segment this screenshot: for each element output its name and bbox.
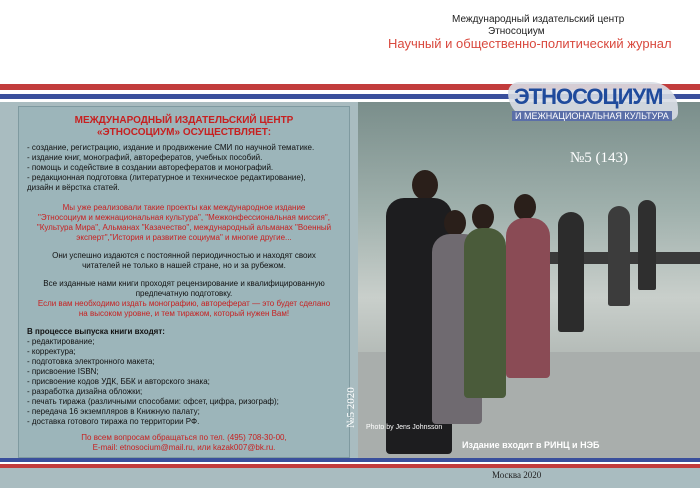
contact-phone: По всем вопросам обращаться по тел. (495) 708-30-00,	[81, 433, 287, 442]
issue-number: №5 (143)	[570, 150, 629, 166]
process-title: В процессе выпуска книги входят:	[27, 327, 165, 336]
city-year: Москва 2020	[492, 470, 542, 480]
projects-line: "Культура Мира", Альманах "Казачество", международный альманах "Военный	[36, 223, 332, 232]
process-item: - корректура;	[27, 347, 76, 356]
photo-person	[558, 212, 584, 332]
projects-line: Мы уже реализовали такие проекты как международное издание	[62, 203, 306, 212]
journal-description: Научный и общественно-политический журнал	[388, 36, 672, 51]
process-block	[19, 327, 345, 427]
logo-subtitle: И МЕЖНАЦИОНАЛЬНАЯ КУЛЬТУРА	[512, 111, 672, 121]
photo-person	[638, 200, 656, 290]
service-item: - создание, регистрацию, издание и продвижение СМИ по научной тематике.	[27, 143, 315, 152]
journal-logo	[508, 78, 688, 128]
contact-email: E-mail: etnosocium@mail.ru, или kazak007@bk.ru.	[92, 443, 276, 452]
photo-person	[464, 228, 506, 398]
publisher-name	[452, 14, 652, 38]
review-line: предпечатную подготовку.	[135, 289, 233, 298]
service-item: - издание книг, монографий, авторефератов, учебных пособий.	[27, 153, 263, 162]
offer-line: на высоком уровне, и тем тиражом, который нужен Вам!	[78, 309, 290, 318]
heading-line-1: МЕЖДУНАРОДНЫЙ ИЗДАТЕЛЬСКИЙ ЦЕНТР	[74, 115, 294, 126]
process-item: - передача 16 экземпляров в Книжную палату;	[27, 407, 200, 416]
logo-wordmark: ЭТНОСОЦИУМ	[514, 84, 663, 109]
photo-person-head	[514, 194, 536, 220]
vertical-issue-year: №5 2020	[345, 387, 357, 428]
service-item: - помощь и содействие в создании авторефератов и монографий.	[27, 163, 274, 172]
services-panel	[18, 106, 350, 458]
review-block	[19, 279, 349, 299]
process-item: - подготовка электронного макета;	[27, 357, 155, 366]
process-item: - присвоение кодов УДК, ББК и авторского знака;	[27, 377, 210, 386]
indexing-note: Издание входит в РИНЦ и НЭБ	[462, 440, 600, 450]
offer-line: Если вам необходимо издать монографию, автореферат — это будет сделано	[37, 299, 331, 308]
photo-person-head	[412, 170, 438, 200]
success-block	[19, 251, 349, 271]
cover-photo	[358, 102, 700, 458]
process-item: - присвоение ISBN;	[27, 367, 99, 376]
success-line: Они успешно издаются с постоянной периодичностью и находят своих	[52, 251, 316, 260]
review-line: Все изданные нами книги проходят рецензирование и квалифицированную	[43, 279, 325, 288]
photo-person-head	[444, 210, 466, 236]
projects-line: эксперт","История и развитие социума" и многие другие...	[76, 233, 292, 242]
heading-line-2: «ЭТНОСОЦИУМ» ОСУЩЕСТВЛЯЕТ:	[96, 127, 272, 138]
services-list	[19, 143, 345, 193]
photo-person	[608, 206, 630, 306]
process-item: - печать тиража (различными способами: офсет, цифра, ризограф);	[27, 397, 279, 406]
publisher-line-1: Международный издательский центр	[452, 14, 625, 25]
process-item: - редактирование;	[27, 337, 95, 346]
projects-block	[19, 203, 349, 243]
service-item: дизайн и вёрстка статей.	[27, 183, 120, 192]
process-item: - разработка дизайна обложки;	[27, 387, 143, 396]
projects-line: "Этносоциум и межнациональная культура", "Межконфессиональная миссия",	[38, 213, 330, 222]
process-item: - доставка готового тиража по территории РФ.	[27, 417, 200, 426]
offer-block	[19, 299, 349, 319]
photo-person	[506, 218, 550, 378]
service-item: - редакционная подготовка (литературное и техническое редактирование),	[27, 173, 306, 182]
success-line: читателей не только в нашей стране, но и за рубежом.	[82, 261, 286, 270]
photo-credit: Photo by Jens Johnsson	[366, 424, 443, 431]
photo-person-head	[472, 204, 494, 230]
panel-heading	[19, 115, 349, 139]
bottom-stripe-red	[0, 464, 700, 468]
publisher-line-2: Этносоциум	[488, 26, 545, 37]
contact-block	[19, 433, 349, 453]
